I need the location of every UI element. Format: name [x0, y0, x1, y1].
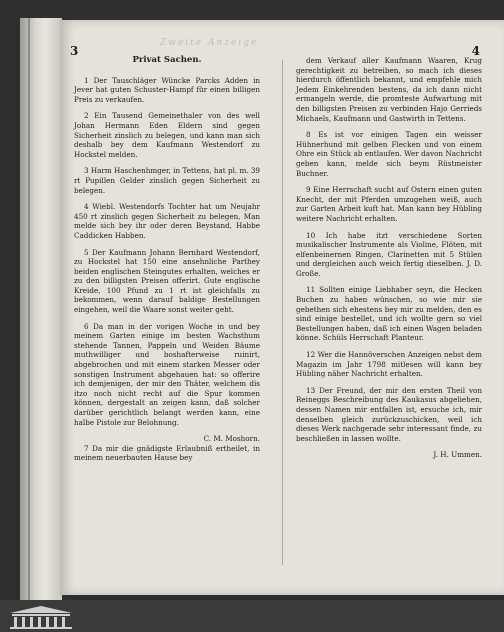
- notice-1: 1 Der Tauschläger Wüncke Parcks Adden in Jever hat guten Schuster-Hampf für einen billigen Preis zu verkaufen.: [74, 75, 260, 104]
- section-title: Privat Sachen.: [132, 55, 202, 65]
- notice-9: 9 Eine Herrschaft sucht auf Ostern einen guten Knecht, der mit Pferden umzugehen weiß, auch zur Garten Arbeit kuft hat. Man kann bey Hübling weitere Nachricht erhalten.: [296, 185, 482, 223]
- notice-13: 13 Der Freund, der mir den ersten Theil von Reineggs Beschreibung des Kaukasus abgeliehen, dessen Namen mir entfallen ist, ersuche ich, mir denselben gleich zurückzuschicken, weil ich dieses Werk nachgerade sehr interessant finde, zu beschließen in lassen wollte.: [296, 385, 482, 443]
- page-number-left: 3: [70, 44, 79, 58]
- notice-8: 8 Es ist vor einigen Tagen ein weisser Hühnerhund mit gelben Flecken und von einem Ohre ein Stück ab entlaufen. Wer davon Nachricht geben kann, melde sich beym Rüstmeister Buchner.: [296, 130, 482, 178]
- signature-ummen: J. H. Ummen.: [433, 450, 482, 460]
- notice-2: 2 Ein Tausend Gemeinethaler von des well Johan Hermann Eden Eldern sind gegen Sicherheit zinslich zu belegen, und kann man sich deshalb bey dem Kaufmann Westendorf zu Hockstel melden.: [74, 111, 260, 159]
- notice-7-cont: dem Verkauf aller Kaufmann Waaren, Krug gerechtigkeit zu betreiben, so mach ich dieses hierdurch öffentlich bekannt, und empfehle mich Jedem Einkehrenden bestens, da ich dann nicht ermangeln werde, die promteste Aufwartung mit den billigsten Preisen zu verbinden Hajo Gerrieds Michaels, Kaufmann und Gastwirth in Tettens.: [296, 56, 482, 123]
- library-building-logo: [6, 604, 76, 630]
- notice-10: 10 Ich habe itzt verschiedene Sorten musikalischer Instrumente als Violine, Flöten, mit elfenbeinernen Ringen, Clarinetten mit 5 Stülen und dergleichen auch weich fertig dieselben. J. D. Große.: [296, 230, 482, 278]
- bleed-through-text: Zweite Anzeige: [160, 38, 259, 48]
- viewer-footer: [0, 600, 504, 632]
- page-number-right: 4: [471, 44, 480, 58]
- notice-4: 4 Wiebl. Westendorfs Tochter hat um Neujahr 450 rt zinslich gegen Sicherheit zu belegen, Man melde sich bey ihr oder deren Beystand, Habbe Caddicken Habben.: [74, 202, 260, 240]
- document-page: [60, 20, 504, 595]
- notice-5: 5 Der Kaufmann Johann Bernhard Westendorf, zu Hockstel hat 150 eine ansehnliche Parthey beiden englischen Steingutes erhalten, welches er zu den billigsten Preisen offerirt. Gute englische Kreide, 100 Pfund zu 1 rt ist gleichfalls zu bekommen, wenn darauf baldige Bestellungen eingehen, weil die Waare sonst weiter geht.: [74, 247, 260, 315]
- notice-11: 11 Sollten einige Liebhaber seyn, die Hecken Buchen zu haben wünschen, so wie mir sie gebethen sich ehestens bey mir zu melden, den es sind einige bestellet, und ich wollte gern so viel Bestellungen haben, daß ich einen Wagen beladen könne. Schüls Herrschaft Planteur.: [296, 285, 482, 343]
- left-column: [74, 56, 260, 470]
- column-divider: [282, 60, 283, 565]
- notice-3: 3 Harm Haschenhmger, in Tettens, hat pl. m. 39 rt Pupillen Gelder zinslich gegen Sicherheit zu belegen.: [74, 166, 260, 195]
- notice-12: 12 Wer die Hannöverschen Anzeigen nebst dem Magazin im Jahr 1798 mitlesen will kann bey Hübling näher Nachricht erhalten.: [296, 350, 482, 379]
- right-column: [296, 56, 482, 460]
- notice-7: 7 Da mir die gnädigste Erlaubniß ertheilet, in meinem neuerbauten Hause bey: [74, 443, 260, 463]
- notice-6: 6 Da man in der vorigen Woche in und bey meinem Garten einige im besten Wachsthum stehende Tannen, Pappeln und Weiden Bäume muthwilliger und boshafterweise ruinirt, abgebrochen und mit einem starken Messer oder sonstigen Instrument abgehauen hat: so offerire ich demjenigen, der mir den Thäter, welchem dis itzo noch nicht recht auf die Spur kommen können, dergestalt an zeigen kann, daß solcher darüber gerichtlich belangt werden kann, eine halbe Pistole zur Belohnung.: [74, 321, 260, 427]
- book-page-edges: [20, 18, 62, 600]
- signature-moshorn: C. M. Moshorn.: [203, 434, 260, 444]
